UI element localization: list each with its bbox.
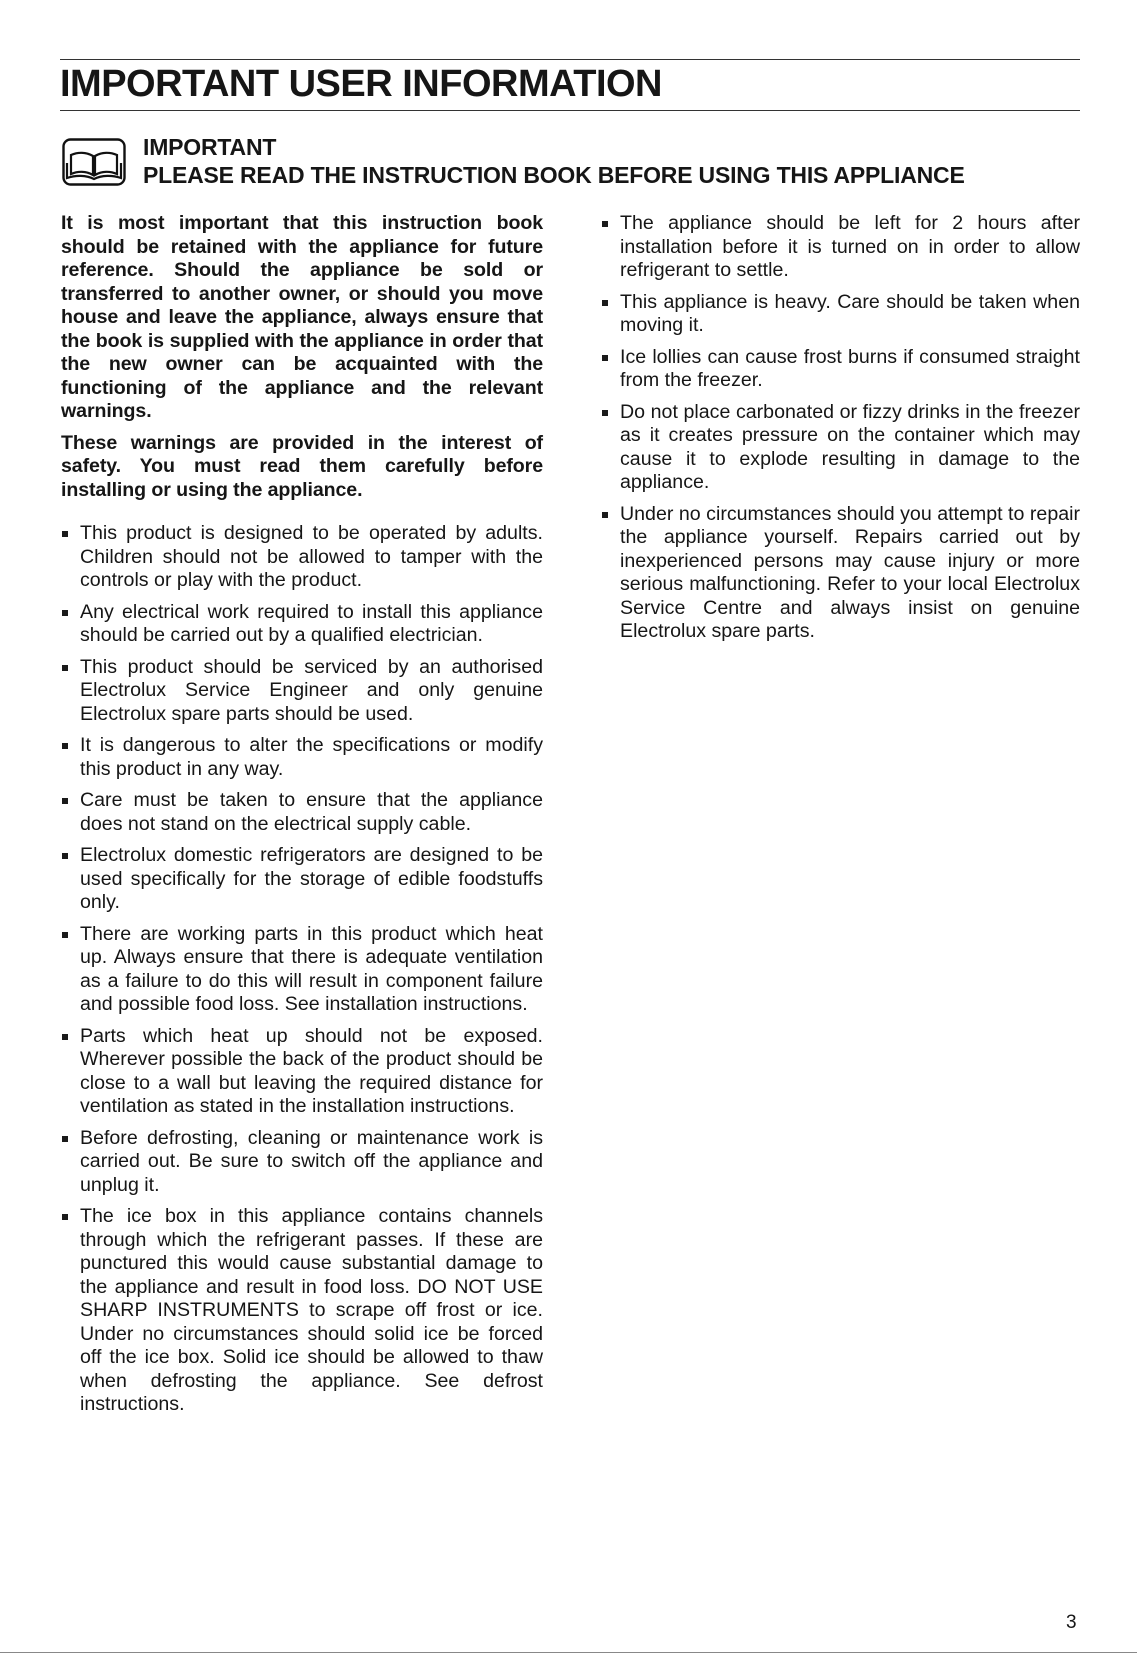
list-item-text: This appliance is heavy. Care should be taken when moving it. [620,290,1080,336]
list-item [601,401,1080,495]
bullet-square-icon [62,610,68,616]
list-item-text: Care must be taken to ensure that the appliance does not stand on the electrical supply cable. [80,789,543,835]
bullet-square-icon [602,512,608,518]
right-warning-list [601,212,1080,644]
list-item [61,1025,543,1119]
bullet-square-icon [62,853,68,859]
bullet-square-icon [62,743,68,749]
left-column [61,212,543,1425]
list-item [601,291,1080,338]
bullet-square-icon [602,300,608,306]
intro-paragraph-safety-warnings: These warnings are provided in the interest of safety. You must read them carefully before installing or using the appliance. [61,431,543,501]
intro-paragraph-retain-book: It is most important that this instruction book should be retained with the appliance for future reference. Should the appliance be sold or transferred to another owner, or should you move house and leave the appliance, always ensure that the book is supplied with the appliance in order that the new owner can be acquainted with the functioning of the appliance and the relevant warnings. [61,212,543,422]
list-item-text: Ice lollies can cause frost burns if consumed straight from the freezer. [620,345,1080,391]
bullet-square-icon [62,932,68,938]
list-item [61,656,543,727]
list-item [61,1127,543,1198]
list-item-text: Do not place carbonated or fizzy drinks in the freezer as it creates pressure on the container which may cause it to explode resulting in damage to the appliance. [620,400,1080,493]
list-item-text: The ice box in this appliance contains channels through which the refrigerant passes. If these are punctured this would cause substantial damage to the appliance and result in food loss. DO NOT USE SHARP INSTRUMENTS to scrape off frost or ice. Under no circumstances should solid ice be forced off the ice box. Solid ice should be allowed to thaw when defrosting the appliance. See defrost instructions. [80,1205,543,1415]
bullet-square-icon [62,1214,68,1220]
list-item [601,503,1080,644]
list-item [61,923,543,1017]
bullet-square-icon [62,798,68,804]
list-item-text: This product should be serviced by an authorised Electrolux Service Engineer and only genuine Electrolux spare parts should be used. [80,655,543,725]
bullet-square-icon [62,1136,68,1142]
list-item-text: Electrolux domestic refrigerators are designed to be used specifically for the storage of edible foodstuffs only. [80,844,543,913]
list-item [61,522,543,593]
list-item [601,212,1080,283]
bullet-square-icon [602,355,608,361]
bullet-square-icon [62,531,68,537]
list-item [61,601,543,648]
list-item-text: Any electrical work required to install this appliance should be carried out by a qualified electrician. [80,600,543,646]
page-number: 3 [1066,1612,1077,1633]
list-item-text: The appliance should be left for 2 hours after installation before it is turned on in order to allow refrigerant to settle. [620,212,1080,281]
list-item-text: Before defrosting, cleaning or maintenance work is carried out. Be sure to switch off the appliance and unplug it. [80,1126,543,1196]
list-item-text: There are working parts in this product which heat up. Always ensure that there is adequate ventilation as a failure to do this will result in component failure and possible food loss. See installation instructions. [80,922,543,1015]
top-rule [60,59,1080,60]
list-item-text: Parts which heat up should not be exposed. Wherever possible the back of the product should be close to a wall but leaving the required distance for ventilation as stated in the installation instructions. [80,1024,543,1117]
list-item-text: This product is designed to be operated by adults. Children should not be allowed to tamper with the controls or play with the product. [80,522,543,591]
list-item [61,789,543,836]
title-underline [60,110,1080,111]
notice-heading-read-book: PLEASE READ THE INSTRUCTION BOOK BEFORE USING THIS APPLIANCE [143,162,965,188]
right-column [601,212,1080,652]
notice-heading-important: IMPORTANT [143,134,277,160]
list-item [61,844,543,915]
bullet-square-icon [62,1034,68,1040]
important-notice [143,133,965,189]
list-item-text: It is dangerous to alter the specifications or modify this product in any way. [80,734,543,780]
list-item [61,1205,543,1417]
open-book-icon [62,138,126,186]
bullet-square-icon [602,410,608,416]
list-item [601,346,1080,393]
bullet-square-icon [62,665,68,671]
list-item-text: Under no circumstances should you attempt to repair the appliance yourself. Repairs carried out by inexperienced persons may cause injury or more serious malfunctioning. Refer to your local Electrolux Service Centre and always insist on genuine Electrolux spare parts. [620,502,1080,642]
bullet-square-icon [602,221,608,227]
page-title: IMPORTANT USER INFORMATION [60,63,662,105]
list-item [61,734,543,781]
left-warning-list [61,522,543,1417]
